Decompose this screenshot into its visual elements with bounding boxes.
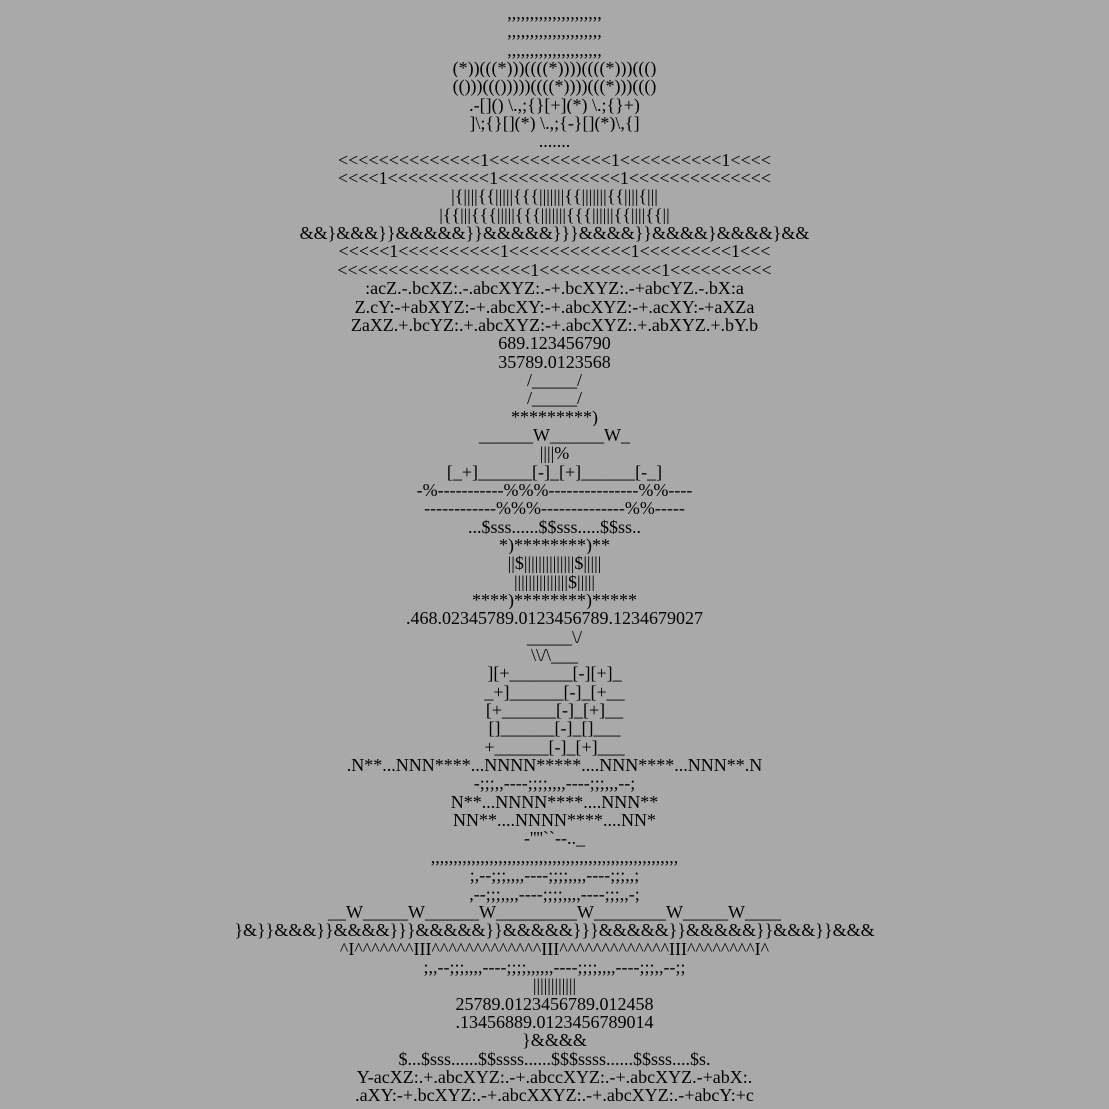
ascii-art-line: __W_____W______W_________W________W_____W____ [328,902,781,922]
ascii-art-line: ****)********)***** [472,591,637,610]
ascii-art-line: -''''``--.._ [524,829,585,848]
ascii-art-line: Y-acXZ:.+.abcXYZ:.-+.abccXYZ:.-+.abcXYZ.-+abX:. [356,1067,753,1087]
ascii-art-line: .468.02345789.0123456789.1234679027 [406,609,703,628]
ascii-art-line: [_+]______[-]_[+]______[-_] [446,462,663,481]
ascii-art-line: 689.123456790 [498,334,611,353]
ascii-art-figure [0,4,1109,1105]
ascii-art-line: *)********)** [499,535,610,555]
ascii-art-line: +______[-]_[+]___ [484,737,625,757]
ascii-art-line: ,--;;;,,,,----;;;;,,,,----;;;,,-; [469,884,640,903]
ascii-art-line: -%-----------%%%---------------%%---- [416,480,693,500]
ascii-art-line: }&}}&&&}}&&&&}}}&&&&&}}&&&&&}}}&&&&&}}&&&&&}}&&&}}&&& [234,921,875,940]
ascii-art-line: N**...NNNN****....NNN** [450,792,659,812]
ascii-art-line: NN**....NNNN****....NN* [453,811,656,830]
ascii-art-line: ,,,,,,,,,,,,,,,,,,,,, [507,22,602,41]
ascii-art-line: .13456889.0123456789014 [455,1012,654,1032]
ascii-art-line: 35789.0123568 [498,352,611,371]
ascii-art-line: |||||||||||||||$||||| [513,572,596,591]
ascii-art-line: _+]______[-]_[+__ [484,682,625,702]
ascii-art-line: |{{|||{{{|||||{{{|||||||{{{||||||{{||||{{|| [439,205,670,225]
ascii-art-line: _____\/ [526,627,582,647]
ascii-art-line: ZaXZ.+.bcYZ:.+.abcXYZ:-+.abcXYZ:.+.abXYZ.+.bY.b [350,315,759,335]
ascii-art-line: Z.cY:-+abXYZ:-+.abcXY:-+.abcXYZ:-+.acXY:-+aXZa [354,297,755,316]
ascii-art-line: .-[]() \.,;{}[+](*) \.;{}+) [469,95,640,115]
ascii-art-line: ______W______W_ [479,425,630,445]
ascii-art-line: 25789.0123456789.012458 [455,994,654,1013]
ascii-art-line: ;,,--;;;,,,,----;;;;,,,,,,----;;;;,,,,----;;;,,--;; [423,957,686,977]
ascii-art-line: -;;;,,----;;;;,,,,----;;;,,,--; [473,774,636,793]
ascii-art-line: &&}&&&}}&&&&&}}&&&&&}}}&&&&}}&&&&}&&&&}&& [299,224,810,243]
ascii-art-line: *********) [511,407,598,426]
ascii-art-line: .N**...NNN****...NNNN*****....NNN****...NNN**.N [346,756,763,775]
ascii-art-line: ;,--;;;,,,,----;;;;,,,,----;;;,,; [469,866,640,885]
ascii-art-line: ...$sss......$$sss.....$$ss.. [467,517,642,536]
ascii-art-line: <<<<1<<<<<<<<<<1<<<<<<<<<<<<1<<<<<<<<<<<<<< [337,169,772,188]
ascii-art-line: ||||% [539,444,570,463]
ascii-art-line: }&&&& [522,1031,587,1050]
ascii-art-line: <<<<<1<<<<<<<<<<1<<<<<<<<<<<<1<<<<<<<<<1<<< [338,242,771,261]
ascii-art-line: ,,,,,,,,,,,,,,,,,,,,, [507,40,602,60]
ascii-art-line: |||||||||||| [532,976,577,995]
ascii-art-line: []______[-]_[]___ [488,719,621,738]
ascii-art-line: .aXY:-+.bcXYZ:.-+.abcXXYZ:.-+.abcXYZ:.-+abcY:+c [355,1086,754,1105]
ascii-art-line: \\/\___ [530,646,578,665]
ascii-art-line: ------------%%%--------------%%----- [424,499,685,518]
ascii-art-line: ,,,,,,,,,,,,,,,,,,,,, [507,4,602,23]
ascii-art-line: [+______[-]_[+]__ [485,701,624,720]
ascii-art-line: ^I^^^^^^^III^^^^^^^^^^^^^III^^^^^^^^^^^^^III^^^^^^^^I^ [339,939,770,958]
ascii-art-line: ||$||||||||||||||$||||| [507,554,602,573]
ascii-art-line: <<<<<<<<<<<<<<<<<<<1<<<<<<<<<<<<1<<<<<<<<<< [337,260,772,280]
ascii-art-line: ]\;{}[](*) \.,;{-}[](*)\,{] [469,114,640,133]
ascii-art-line: $...$sss......$$ssss......$$$ssss......$$sss....$s. [398,1049,711,1068]
ascii-art-line: /_____/ [526,370,582,390]
ascii-art-line: /_____/ [526,389,582,408]
ascii-art-line: ,,,,,,,,,,,,,,,,,,,,,,,,,,,,,,,,,,,,,,,,,,,,,,,,,,,,,,, [430,847,679,867]
ascii-art-line: :acZ.-.bcXZ:.-.abcXYZ:.-+.bcXYZ:.-+abcYZ.-.bX:a [365,279,744,298]
ascii-art-line: ....... [538,132,571,151]
ascii-art-line: |{||||{{|||||{{{|||||||{{|||||||{{||||{||| [451,187,658,206]
ascii-art-line: ][+_______[-][+]_ [487,664,622,683]
ascii-art-line: (()))((()))))((((*))))(((*)))((() [452,77,657,96]
ascii-art-line: (*))(((*)))((((*))))((((*)))((() [452,59,657,78]
ascii-art-line: <<<<<<<<<<<<<<1<<<<<<<<<<<<1<<<<<<<<<<1<<<< [337,150,772,170]
